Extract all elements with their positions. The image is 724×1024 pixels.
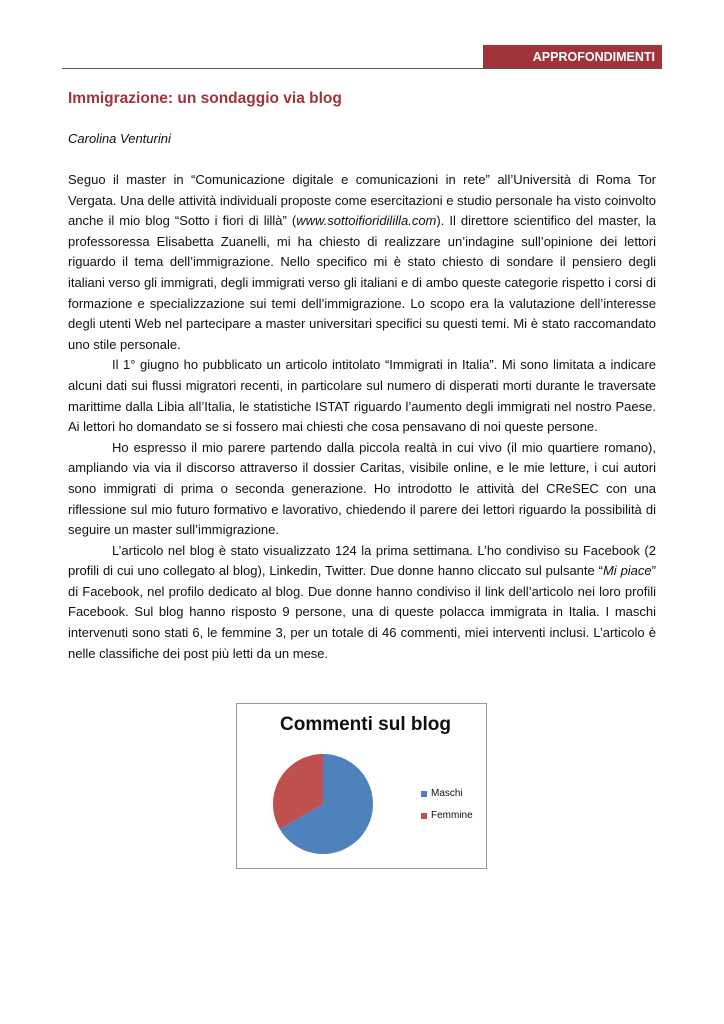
legend-label-maschi: Maschi [431, 788, 463, 799]
pie-svg [263, 744, 383, 864]
paragraph-1-text-b: ). Il direttore scientifico del master, la professoressa Elisabetta Zuanelli, mi ha chiesto di realizzare un’indagine sull’opinione dei lettori riguardo il tema dell’immigrazione. Nello specifico mi è stato chiesto di sondare il pensiero degli italiani verso gli immigrati, degli immigrati verso gli italiani e di ambo queste categorie rispetto i corsi di formazione e specializzazione sui temi dell’immigrazione. Lo scopo era la valutazione dell’interesse degli utenti Web nel partecipare a master universitari specifici su questi temi. Mi è stato raccomandato uno stile personale. [68, 213, 656, 352]
paragraph-1-text-a: Seguo il master in “Comunicazione digitale e comunicazioni in rete” all’Università di Roma Tor Vergata. Una delle attività individuali proposte come esercitazioni e studio personale ha visto coinvolto anche il mio blog “Sotto i fiori di lillà” ( [68, 172, 656, 229]
pie-chart [236, 703, 487, 869]
legend-swatch-femmine [421, 813, 427, 819]
legend-item-maschi [421, 788, 463, 799]
paragraph-4-text-b: ” di Facebook, nel profilo dedicato al blog. Due donne hanno condiviso il link dell’articolo nei loro profili Facebook. Sul blog hanno risposto 9 persone, una di queste polacca immigrata in Italia. I maschi intervenuti sono stati 6, le femmine 3, per un totale di 46 commenti, miei interventi inclusi. L’articolo è nelle classifiche dei post più letti da un mese. [68, 563, 656, 661]
mi-piace-label: Mi piace [602, 563, 652, 579]
paragraph-4 [68, 541, 656, 665]
header-divider [62, 68, 662, 69]
chart-title: Commenti sul blog [280, 714, 451, 735]
blog-link[interactable]: www.sottoifioridililla.com [296, 213, 437, 229]
article-author: Carolina Venturini [68, 131, 171, 146]
legend-swatch-maschi [421, 791, 427, 797]
paragraph-3: Ho espresso il mio parere partendo dalla piccola realtà in cui vivo (il mio quartiere romano), ampliando via via il discorso attraverso il dossier Caritas, visibile online, e le mie letture, i cui autori sono immigrati di prima o seconda generazione. Ho introdotto le attività del CReSEC con una riflessione sul mio futuro formativo e lavorativo, chiedendo il parere dei lettori riguardo la possibilità di seguire un master sull’immigrazione. [68, 439, 656, 538]
paragraph-4-text-a: L’articolo nel blog è stato visualizzato 124 la prima settimana. L’ho condiviso su Facebook (2 profili di cui uno collegato al blog), Linkedin, Twitter. Due donne hanno cliccato sul pulsante “ [68, 542, 656, 579]
article-body [68, 170, 656, 664]
paragraph-2: Il 1° giugno ho pubblicato un articolo intitolato “Immigrati in Italia”. Mi sono limitata a indicare alcuni dati sui flussi migratori recenti, in particolare sul numero di disperati morti durante le traversate marittime dalla Libia all’Italia, le statistiche ISTAT riguardo l’aumento degli immigrati nel nostro Paese. Ai lettori ho domandato se si fossero mai chiesti che cosa pensavano di noi queste persone. [68, 357, 656, 435]
legend-label-femmine: Femmine [431, 810, 473, 821]
section-label: APPROFONDIMENTI [483, 45, 662, 69]
paragraph-1 [68, 170, 656, 355]
article-title: Immigrazione: un sondaggio via blog [68, 90, 342, 107]
legend-item-femmine [421, 810, 473, 821]
